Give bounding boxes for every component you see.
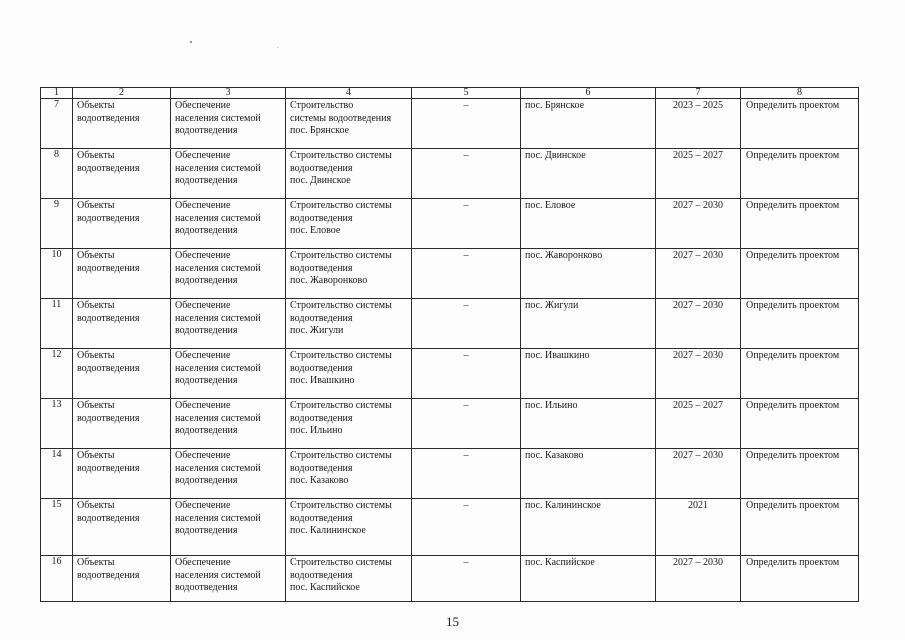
object-line: водоотведения <box>77 112 140 124</box>
column5-cell: – <box>412 199 521 249</box>
row-number-cell: 12 <box>41 349 73 399</box>
object-line: Объекты <box>77 300 115 311</box>
purpose-line: населения системой <box>175 162 261 174</box>
action-line: Строительство системы <box>290 557 392 568</box>
location-cell: пос. Двинское <box>521 149 656 199</box>
action-line: пос. Калининское <box>290 525 366 536</box>
action-line: водоотведения <box>290 512 353 524</box>
responsible-cell: Определить проектом <box>741 199 859 249</box>
purpose-line: Обеспечение <box>175 350 231 361</box>
purpose-cell <box>171 299 286 349</box>
action-cell <box>286 399 412 449</box>
action-line: водоотведения <box>290 462 353 474</box>
location-cell: пос. Каспийское <box>521 556 656 602</box>
purpose-cell <box>171 399 286 449</box>
action-cell <box>286 249 412 299</box>
measures-table <box>40 87 859 602</box>
table-row <box>41 399 859 449</box>
row-number-cell: 10 <box>41 249 73 299</box>
responsible-cell: Определить проектом <box>741 349 859 399</box>
column5-cell: – <box>412 556 521 602</box>
object-line: Объекты <box>77 100 115 111</box>
action-line: пос. Брянское <box>290 125 350 136</box>
location-cell: пос. Ильино <box>521 399 656 449</box>
table-row <box>41 349 859 399</box>
action-cell <box>286 449 412 499</box>
column5-cell: – <box>412 399 521 449</box>
purpose-line: водоотведения <box>175 425 238 436</box>
action-line: водоотведения <box>290 212 353 224</box>
purpose-cell <box>171 556 286 602</box>
table-row <box>41 199 859 249</box>
period-cell: 2027 – 2030 <box>656 249 741 299</box>
object-line: водоотведения <box>77 569 140 581</box>
object-cell <box>73 399 171 449</box>
purpose-line: водоотведения <box>175 582 238 593</box>
purpose-line: водоотведения <box>175 525 238 536</box>
object-cell <box>73 499 171 556</box>
purpose-cell <box>171 449 286 499</box>
period-cell: 2027 – 2030 <box>656 449 741 499</box>
action-line: водоотведения <box>290 262 353 274</box>
object-line: Объекты <box>77 150 115 161</box>
scan-speck <box>277 47 278 48</box>
object-cell <box>73 149 171 199</box>
purpose-line: водоотведения <box>175 275 238 286</box>
purpose-line: водоотведения <box>175 325 238 336</box>
action-line: Строительство <box>290 100 354 111</box>
action-line: пос. Жаворонково <box>290 275 368 286</box>
purpose-line: водоотведения <box>175 375 238 386</box>
purpose-line: населения системой <box>175 212 261 224</box>
location-cell: пос. Калининское <box>521 499 656 556</box>
table-row <box>41 249 859 299</box>
action-line: Строительство системы <box>290 350 392 361</box>
object-line: Объекты <box>77 557 115 568</box>
purpose-line: Обеспечение <box>175 200 231 211</box>
object-line: Объекты <box>77 400 115 411</box>
object-cell <box>73 449 171 499</box>
column5-cell: – <box>412 349 521 399</box>
scan-speck <box>190 41 192 43</box>
responsible-cell: Определить проектом <box>741 149 859 199</box>
row-number-cell: 15 <box>41 499 73 556</box>
object-line: Объекты <box>77 350 115 361</box>
responsible-cell: Определить проектом <box>741 399 859 449</box>
action-cell <box>286 299 412 349</box>
purpose-cell <box>171 149 286 199</box>
purpose-line: водоотведения <box>175 125 238 136</box>
object-line: водоотведения <box>77 462 140 474</box>
table-row <box>41 499 859 556</box>
action-line: Строительство системы <box>290 450 392 461</box>
object-line: водоотведения <box>77 362 140 374</box>
purpose-line: населения системой <box>175 512 261 524</box>
object-line: водоотведения <box>77 162 140 174</box>
location-cell: пос. Брянское <box>521 99 656 149</box>
purpose-line: населения системой <box>175 312 261 324</box>
table-row <box>41 449 859 499</box>
purpose-line: водоотведения <box>175 475 238 486</box>
header-cell: 1 <box>41 88 73 99</box>
action-line: Строительство системы <box>290 150 392 161</box>
purpose-cell <box>171 199 286 249</box>
location-cell: пос. Жигули <box>521 299 656 349</box>
header-cell: 2 <box>73 88 171 99</box>
action-line: водоотведения <box>290 362 353 374</box>
period-cell: 2027 – 2030 <box>656 349 741 399</box>
location-cell: пос. Ивашкино <box>521 349 656 399</box>
purpose-line: населения системой <box>175 362 261 374</box>
header-cell: 4 <box>286 88 412 99</box>
row-number-cell: 7 <box>41 99 73 149</box>
row-number-cell: 16 <box>41 556 73 602</box>
responsible-cell: Определить проектом <box>741 449 859 499</box>
object-cell <box>73 349 171 399</box>
action-line: Строительство системы <box>290 200 392 211</box>
action-cell <box>286 149 412 199</box>
row-number-cell: 13 <box>41 399 73 449</box>
period-cell: 2027 – 2030 <box>656 556 741 602</box>
action-line: Строительство системы <box>290 300 392 311</box>
action-line: Строительство системы <box>290 500 392 511</box>
action-cell <box>286 499 412 556</box>
row-number-cell: 14 <box>41 449 73 499</box>
action-line: пос. Еловое <box>290 225 341 236</box>
action-line: системы водоотведения <box>290 112 392 124</box>
row-number-cell: 11 <box>41 299 73 349</box>
row-number-cell: 9 <box>41 199 73 249</box>
action-line: пос. Ивашкино <box>290 375 355 386</box>
purpose-line: населения системой <box>175 262 261 274</box>
responsible-cell: Определить проектом <box>741 249 859 299</box>
column5-cell: – <box>412 499 521 556</box>
location-cell: пос. Еловое <box>521 199 656 249</box>
responsible-cell: Определить проектом <box>741 99 859 149</box>
location-cell: пос. Жаворонково <box>521 249 656 299</box>
object-line: водоотведения <box>77 312 140 324</box>
header-cell: 8 <box>741 88 859 99</box>
responsible-cell: Определить проектом <box>741 299 859 349</box>
purpose-line: населения системой <box>175 569 261 581</box>
header-cell: 3 <box>171 88 286 99</box>
purpose-cell <box>171 499 286 556</box>
object-line: Объекты <box>77 200 115 211</box>
purpose-line: Обеспечение <box>175 100 231 111</box>
purpose-cell <box>171 249 286 299</box>
action-cell <box>286 99 412 149</box>
table-row <box>41 99 859 149</box>
period-cell: 2027 – 2030 <box>656 199 741 249</box>
purpose-line: Обеспечение <box>175 450 231 461</box>
action-cell <box>286 349 412 399</box>
object-line: водоотведения <box>77 512 140 524</box>
action-line: водоотведения <box>290 312 353 324</box>
header-cell: 5 <box>412 88 521 99</box>
page-number: 15 <box>446 614 459 629</box>
object-line: Объекты <box>77 250 115 261</box>
header-cell: 7 <box>656 88 741 99</box>
table-row <box>41 299 859 349</box>
column5-cell: – <box>412 249 521 299</box>
purpose-line: водоотведения <box>175 175 238 186</box>
object-cell <box>73 249 171 299</box>
period-cell: 2025 – 2027 <box>656 149 741 199</box>
action-line: водоотведения <box>290 569 353 581</box>
purpose-cell <box>171 99 286 149</box>
object-line: водоотведения <box>77 262 140 274</box>
responsible-cell: Определить проектом <box>741 556 859 602</box>
action-line: пос. Каспийское <box>290 582 360 593</box>
purpose-cell <box>171 349 286 399</box>
object-cell <box>73 99 171 149</box>
column5-cell: – <box>412 449 521 499</box>
purpose-line: водоотведения <box>175 225 238 236</box>
purpose-line: Обеспечение <box>175 400 231 411</box>
object-line: Объекты <box>77 500 115 511</box>
column5-cell: – <box>412 99 521 149</box>
action-line: Строительство системы <box>290 400 392 411</box>
object-cell <box>73 556 171 602</box>
action-line: водоотведения <box>290 162 353 174</box>
header-cell: 6 <box>521 88 656 99</box>
object-cell <box>73 299 171 349</box>
purpose-line: населения системой <box>175 462 261 474</box>
purpose-line: Обеспечение <box>175 250 231 261</box>
object-line: водоотведения <box>77 212 140 224</box>
action-cell <box>286 556 412 602</box>
purpose-line: Обеспечение <box>175 150 231 161</box>
purpose-line: населения системой <box>175 112 261 124</box>
column5-cell: – <box>412 149 521 199</box>
action-line: пос. Двинское <box>290 175 351 186</box>
purpose-line: Обеспечение <box>175 557 231 568</box>
purpose-line: Обеспечение <box>175 300 231 311</box>
table-body <box>41 99 859 602</box>
responsible-cell: Определить проектом <box>741 499 859 556</box>
object-line: Объекты <box>77 450 115 461</box>
period-cell: 2027 – 2030 <box>656 299 741 349</box>
table-row <box>41 149 859 199</box>
period-cell: 2023 – 2025 <box>656 99 741 149</box>
period-cell: 2021 <box>656 499 741 556</box>
action-line: водоотведения <box>290 412 353 424</box>
object-line: водоотведения <box>77 412 140 424</box>
action-line: пос. Ильино <box>290 425 343 436</box>
row-number-cell: 8 <box>41 149 73 199</box>
location-cell: пос. Казаково <box>521 449 656 499</box>
action-cell <box>286 199 412 249</box>
table-row <box>41 556 859 602</box>
action-line: Строительство системы <box>290 250 392 261</box>
table-header-row <box>41 88 859 99</box>
purpose-line: Обеспечение <box>175 500 231 511</box>
action-line: пос. Казаково <box>290 475 349 486</box>
action-line: пос. Жигули <box>290 325 344 336</box>
purpose-line: населения системой <box>175 412 261 424</box>
period-cell: 2025 – 2027 <box>656 399 741 449</box>
object-cell <box>73 199 171 249</box>
column5-cell: – <box>412 299 521 349</box>
